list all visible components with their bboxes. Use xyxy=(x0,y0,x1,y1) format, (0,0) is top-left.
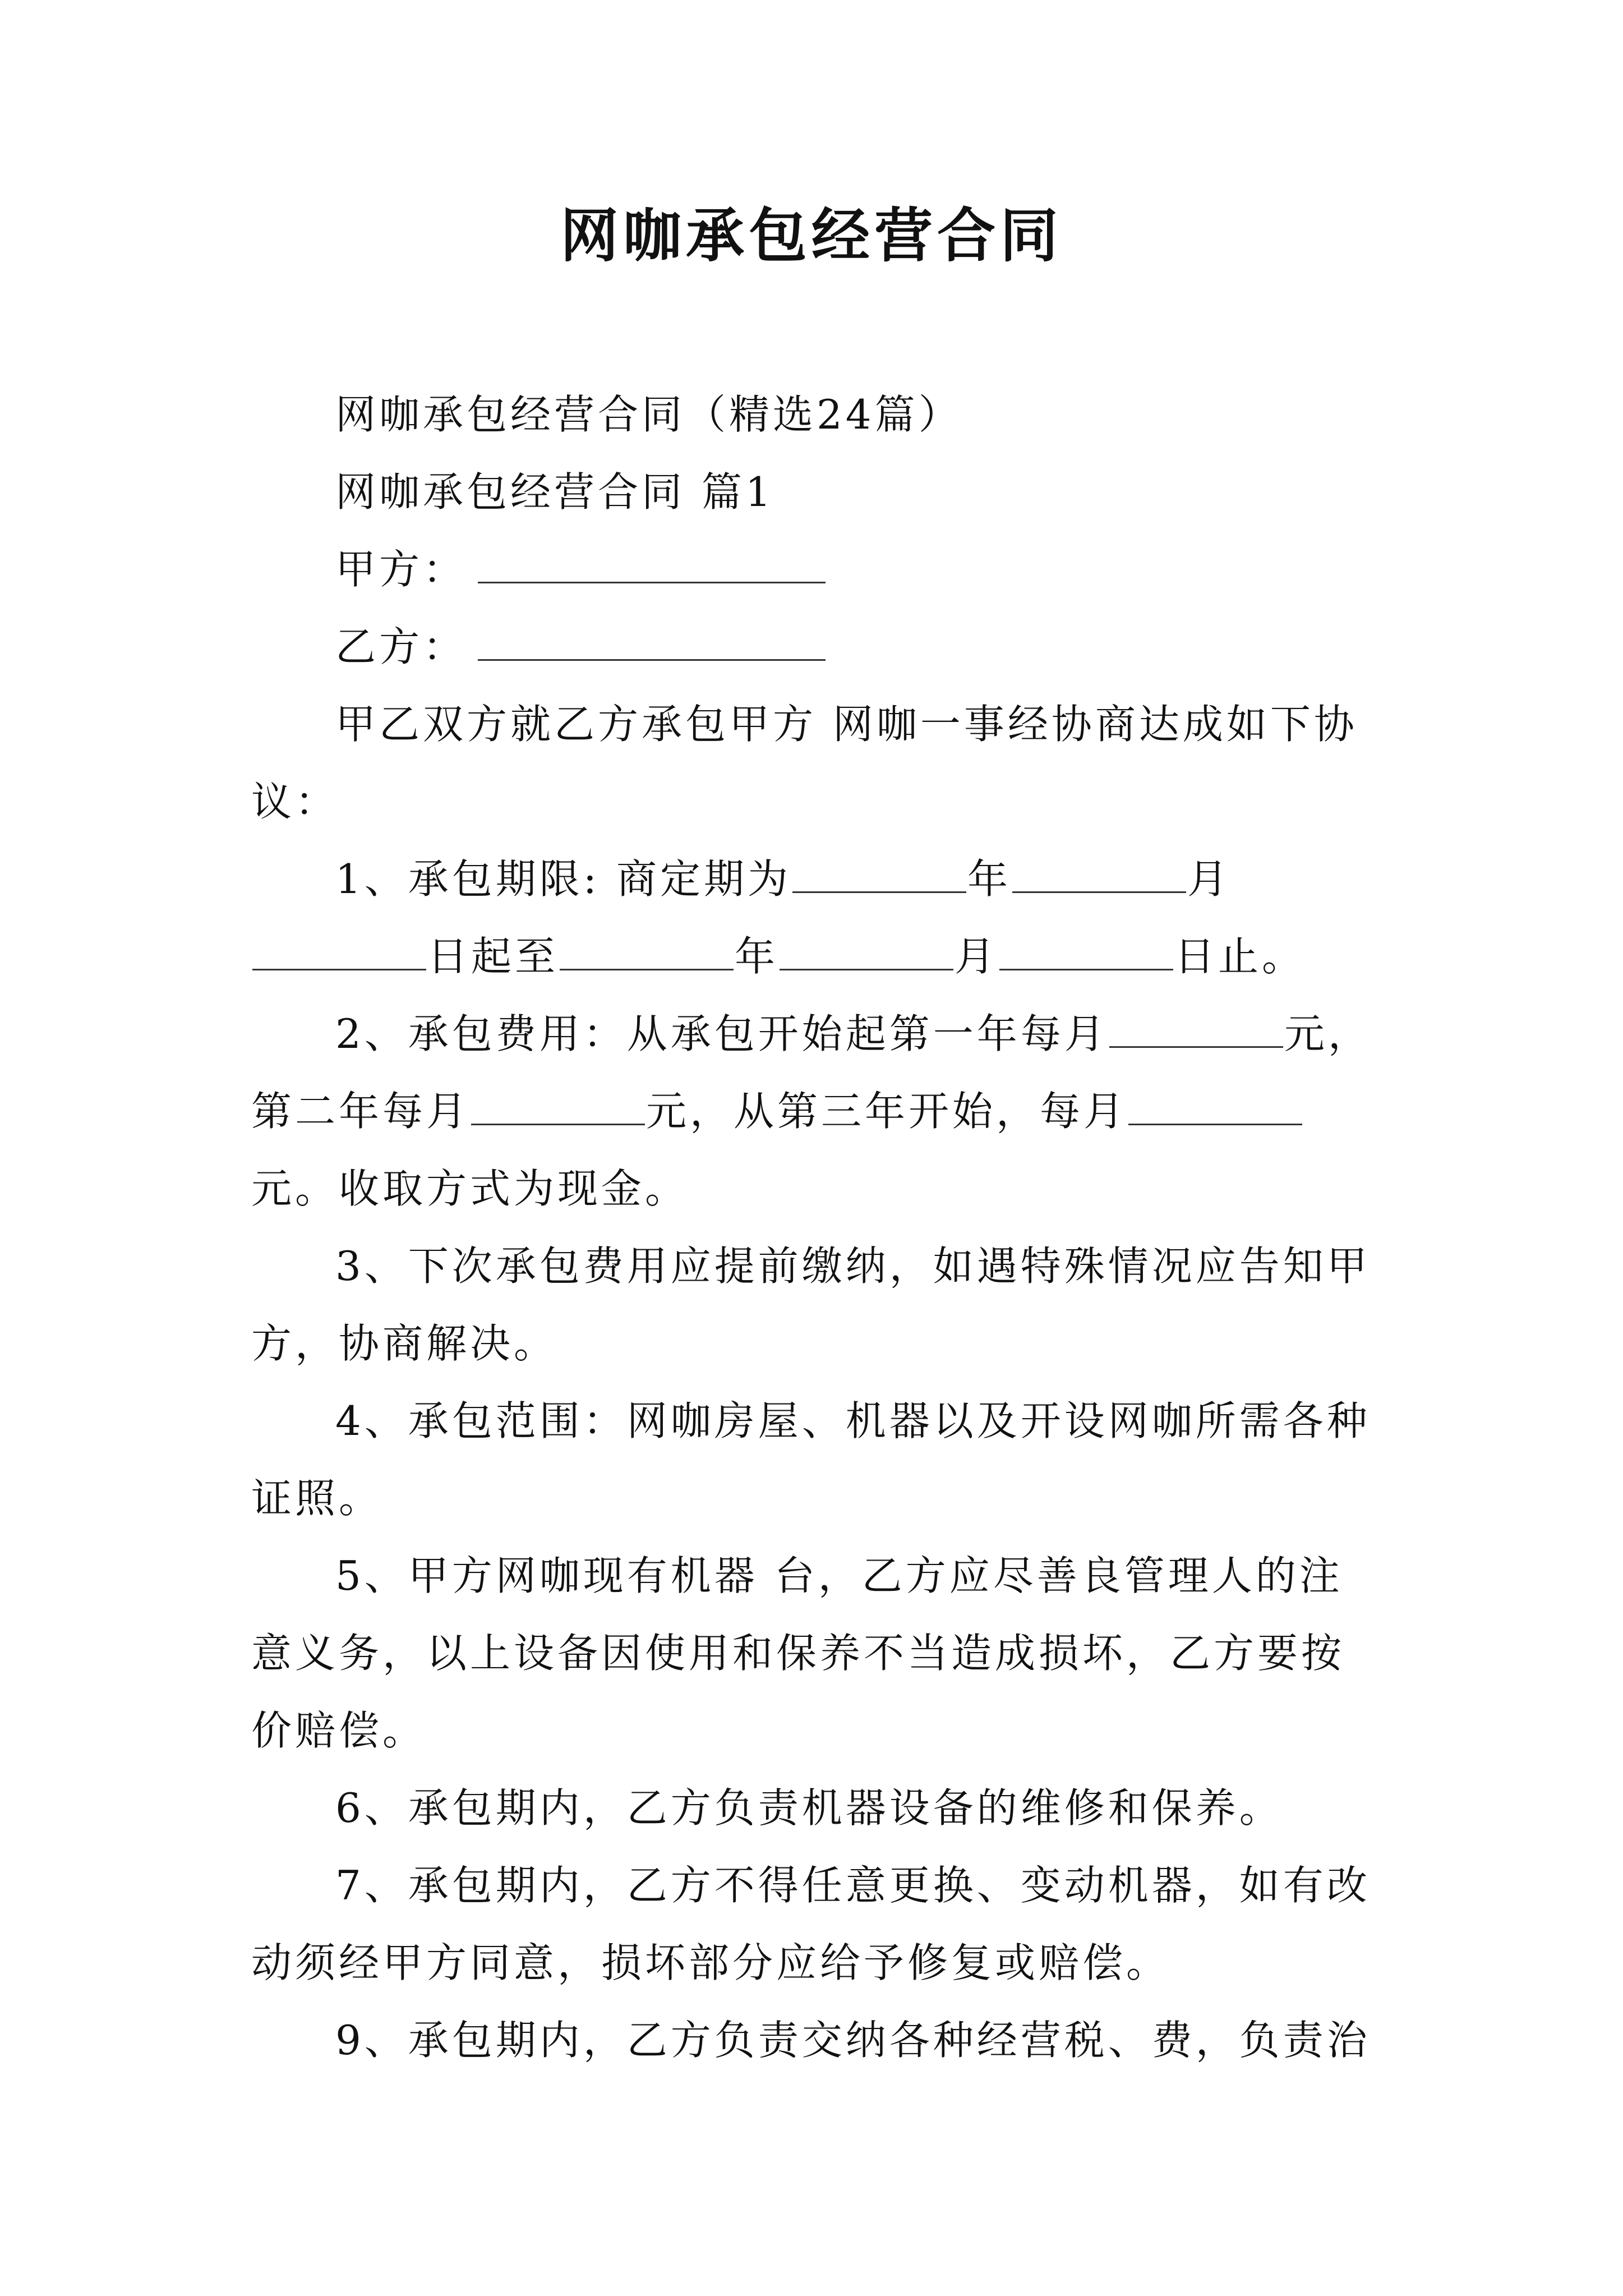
clause-1-start-year-blank xyxy=(792,891,966,893)
clause-2-yuan2: 元，从第三年开始，每月 xyxy=(646,1088,1128,1135)
clause-1-end-day-blank xyxy=(999,968,1173,970)
clause-2-year2-blank xyxy=(471,1123,645,1125)
clause-1-day-to: 日止。 xyxy=(1174,933,1306,980)
clause-1-prefix: 1、承包期限: 商定期为 xyxy=(335,855,791,903)
section-heading: 网咖承包经营合同 篇1 xyxy=(335,468,774,516)
party-b-label: 乙方： xyxy=(335,623,467,670)
clause-1-month-label: 月 xyxy=(1187,855,1231,903)
clause-1-start-month-blank xyxy=(1012,891,1186,893)
document-subtitle: 网咖承包经营合同（精选24篇） xyxy=(335,391,962,438)
clause-7: 7、承包期内，乙方不得任意更换、变动机器，如有改动须经甲方同意，损坏部分应给予修复或赔偿。 xyxy=(251,1862,1371,1986)
party-b-blank xyxy=(478,659,826,661)
clause-1-month2-label: 月 xyxy=(955,933,999,980)
clause-1-end-year-blank xyxy=(560,968,734,970)
party-b-line xyxy=(251,608,1384,685)
clause-2-year3-blank xyxy=(1128,1123,1302,1125)
clause-1-year-label: 年 xyxy=(967,855,1011,903)
clause-1-start-day-blank xyxy=(252,968,426,970)
document-title: 网咖承包经营合同 xyxy=(560,201,1063,270)
clause-2-year1-blank xyxy=(1109,1046,1283,1048)
intro-paragraph: 甲乙双方就乙方承包甲方 网咖一事经协商达成如下协议： xyxy=(251,701,1358,825)
clause-1-day-from: 日起至 xyxy=(427,933,559,980)
clause-2-yuan3: 元。收取方式为现金。 xyxy=(251,1165,689,1212)
clause-1-end-month-blank xyxy=(780,968,953,970)
clause-2 xyxy=(251,995,1384,1227)
party-a-blank xyxy=(478,581,826,583)
clause-1-year2-label: 年 xyxy=(735,933,779,980)
clause-9: 9、承包期内，乙方负责交纳各种经营税、费，负责治 xyxy=(335,2017,1371,2064)
document-body xyxy=(251,376,1384,2079)
clause-2-yuan1: 元，第二年每月 xyxy=(251,1010,1372,1135)
clause-4: 4、承包范围：网咖房屋、机器以及开设网咖所需各种证照。 xyxy=(251,1397,1371,1522)
party-a-label: 甲方： xyxy=(335,546,467,593)
clause-2-prefix: 2、承包费用：从承包开始起第一年每月 xyxy=(335,1010,1108,1057)
clause-6: 6、承包期内，乙方负责机器设备的维修和保养。 xyxy=(335,1784,1283,1832)
party-a-line xyxy=(251,531,1384,608)
clause-1 xyxy=(251,840,1384,995)
clause-5: 5、甲方网咖现有机器 台，乙方应尽善良管理人的注意义务，以上设备因使用和保养不当造成损坏，乙方要按价赔偿。 xyxy=(251,1552,1345,1754)
clause-3: 3、下次承包费用应提前缴纳，如遇特殊情况应告知甲方，协商解决。 xyxy=(251,1243,1371,1367)
